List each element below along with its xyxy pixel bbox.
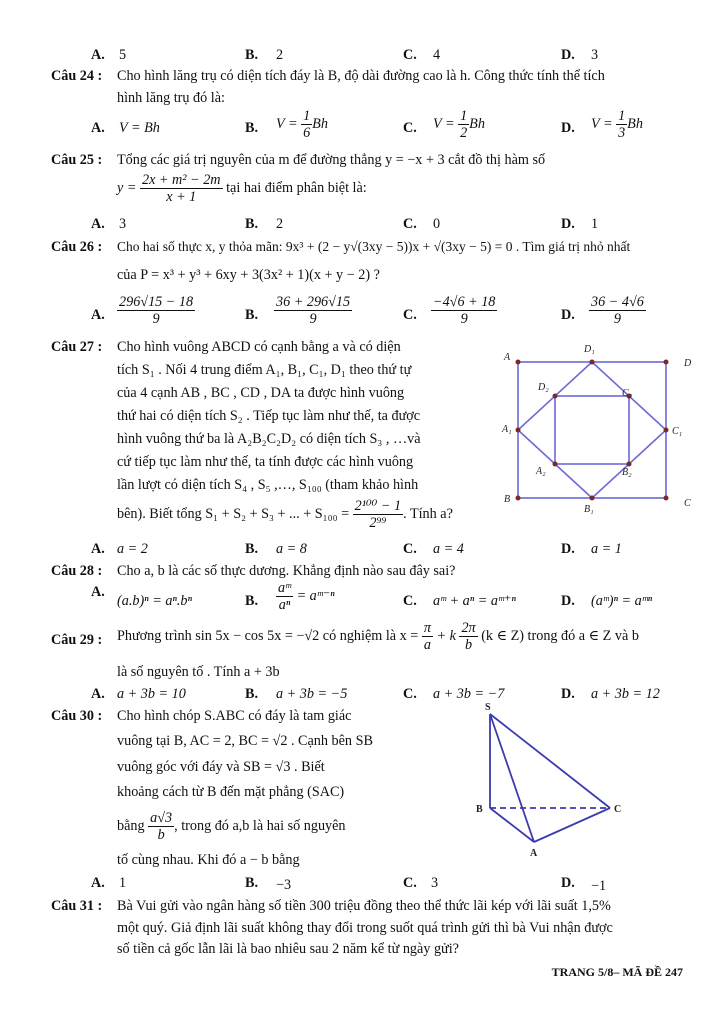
q26-b-num: 36 + 296√15 <box>276 294 351 310</box>
q28-opt-c-label: C. <box>403 593 417 609</box>
q30-line-6: tố cùng nhau. Khi đó a − b bằng <box>117 852 300 868</box>
q24-opt-b-label: B. <box>245 120 259 136</box>
q30-opt-d-label: D. <box>561 875 575 891</box>
q27-opt-d-label: D. <box>561 541 575 557</box>
q30-f-num: a√3 <box>150 810 173 826</box>
q28-opt-b <box>276 580 335 614</box>
q27-label-A1: A₁ <box>502 424 512 435</box>
q30-opt-b: −3 <box>276 877 292 893</box>
q30-label-B: B <box>476 804 483 815</box>
q28-line-1: Cho a, b là các số thực dương. Khẳng định nào sau đây sai? <box>117 563 456 579</box>
q23-opt-b-label: B. <box>245 47 259 63</box>
q26-opt-b-label: B. <box>245 307 259 323</box>
q30-opt-d: −1 <box>591 878 607 894</box>
q24-opt-d-label: D. <box>561 120 575 136</box>
q24-b-den: 6 <box>303 125 311 142</box>
q29-opt-d-label: D. <box>561 686 575 702</box>
q27-last-pre: bên). Biết tổng S₁ + S₂ + S₃ + ... + S₁₀₀ = <box>117 506 350 523</box>
q27-label-D2: D₂ <box>538 382 549 393</box>
q23-opt-c: 4 <box>433 47 441 63</box>
q25-after: tại hai điểm phân biệt là: <box>226 180 367 197</box>
q31-line-2: một quý. Giả định lãi suất không thay đổi trong suốt quá trình gửi thì bà Vui nhận được <box>117 920 613 936</box>
q28-opt-d: (aᵐ)ⁿ = aᵐⁿ <box>591 593 653 609</box>
q24-c-lhs: V = <box>433 116 455 133</box>
q27-last-post: . Tính a? <box>403 506 453 523</box>
q26-d-den: 9 <box>613 311 621 328</box>
q27-label-A: A <box>504 352 511 363</box>
q24-d-rhs: Bh <box>627 116 643 133</box>
q31-line-1: Bà Vui gửi vào ngân hàng số tiền 300 triệu đồng theo thể thức lãi kép với lãi suất 1,5% <box>117 898 611 914</box>
q27-label-B2: B₂ <box>622 467 632 478</box>
q30-label-C: C <box>614 804 622 815</box>
q26-line-2: của P = x³ + y³ + 6xy + 3(3x² + 1)(x + y − 2) ? <box>117 267 380 283</box>
q27-label-C2: C₂ <box>622 388 633 399</box>
q24-b-lhs: V = <box>276 116 298 133</box>
q26-c-den: 9 <box>460 311 468 328</box>
q26-line-1: Cho hai số thực x, y thỏa mãn: 9x³ + (2 − y√(3xy − 5))x + √(3xy − 5) = 0 . Tìm giá trị nhỏ nhất <box>117 239 631 254</box>
q30-f-den: b <box>157 827 165 844</box>
q30-label-S: S <box>485 702 491 713</box>
q27-line-5: hình vuông thứ ba là A₂B₂C₂D₂ có diện tích S₃ , …và <box>117 431 421 447</box>
q27-label-C1: C₁ <box>672 426 683 437</box>
q27-square-figure <box>498 340 692 515</box>
q26-opt-a-label: A. <box>91 307 105 323</box>
q24-opt-a-label: A. <box>91 120 105 136</box>
q25-frac-num: 2x + m² − 2m <box>141 172 221 188</box>
q27-last-num: 2¹⁰⁰ − 1 <box>354 498 402 514</box>
q27-label-D1: D₁ <box>584 344 595 355</box>
q30-line-3: vuông góc với đáy và SB = √3 . Biết <box>117 759 325 775</box>
q27-opt-c: a = 4 <box>433 541 464 557</box>
q27-label-D: D <box>684 358 692 369</box>
q29-opt-b: a + 3b = −5 <box>276 686 348 702</box>
q23-opt-c-label: C. <box>403 47 417 63</box>
q28-opt-d-label: D. <box>561 593 575 609</box>
q27-line-1: Cho hình vuông ABCD có cạnh bằng a và có diện <box>117 339 401 355</box>
q30-line-5 <box>117 810 346 844</box>
q29-pre: Phương trình sin 5x − cos 5x = −√2 có nghiệm là x = <box>117 628 419 645</box>
q30-opt-c-label: C. <box>403 875 417 891</box>
q29-post: (k ∈ Z) trong đó a ∈ Z và b <box>481 628 639 645</box>
q24-opt-c <box>433 108 485 142</box>
q23-opt-d: 3 <box>591 47 599 63</box>
q29-opt-b-label: B. <box>245 686 259 702</box>
q30-opt-c: 3 <box>431 875 439 891</box>
q29-opt-c: a + 3b = −7 <box>433 686 505 702</box>
q27-opt-a: a = 2 <box>117 541 148 557</box>
q24-d-lhs: V = <box>591 116 613 133</box>
q27-label-A2: A₂ <box>536 466 546 477</box>
q27-line-6: cứ tiếp tục làm như thế, ta tính được các hình vuông <box>117 454 414 470</box>
q30-pyramid-figure <box>470 700 640 865</box>
q24-b-rhs: Bh <box>312 116 328 133</box>
q27-opt-b-label: B. <box>245 541 259 557</box>
q28-opt-b-label: B. <box>245 593 259 609</box>
q25-opt-c-label: C. <box>403 216 417 232</box>
q27-last-den: 2⁹⁹ <box>369 515 387 532</box>
q26-opt-a <box>117 294 195 328</box>
q29-opt-a-label: A. <box>91 686 105 702</box>
q28-b-den: aⁿ <box>278 597 291 614</box>
q27-opt-d: a = 1 <box>591 541 622 557</box>
q30-opt-a: 1 <box>119 875 127 891</box>
q29-f2-num: 2π <box>461 620 476 636</box>
q29-f1-num: π <box>423 620 431 636</box>
q26-opt-b <box>274 294 352 328</box>
q27-line-8 <box>117 498 453 532</box>
q29-opt-a: a + 3b = 10 <box>117 686 186 702</box>
q26-opt-d-label: D. <box>561 307 575 323</box>
q27-opt-a-label: A. <box>91 541 105 557</box>
q30-label-A: A <box>530 848 538 859</box>
q23-opt-b: 2 <box>276 47 284 63</box>
q24-line-1: Cho hình lăng trụ có diện tích đáy là B, độ dài đường cao là h. Công thức tính thể tích <box>117 68 605 84</box>
q29-opt-c-label: C. <box>403 686 417 702</box>
q24-d-num: 1 <box>618 108 626 124</box>
q29-mid: + k <box>436 628 456 645</box>
q26-opt-d <box>589 294 646 328</box>
q24-opt-a: V = Bh <box>119 120 160 136</box>
q27-label-B1: B₁ <box>584 504 594 515</box>
q26-label: Câu 26 : <box>51 239 103 255</box>
q27-opt-c-label: C. <box>403 541 417 557</box>
q26-opt-c <box>431 294 497 328</box>
q30-line-1: Cho hình chóp S.ABC có đáy là tam giác <box>117 708 352 724</box>
q23-opt-a: 5 <box>119 47 127 63</box>
q27-label-C: C <box>684 498 691 509</box>
q26-a-den: 9 <box>152 311 160 328</box>
q27-line-3: của 4 cạnh AB , BC , CD , DA ta được hình vuông <box>117 385 405 401</box>
q24-d-den: 3 <box>618 125 626 142</box>
q29-line-2: là số nguyên tố . Tính a + 3b <box>117 664 280 680</box>
q28-b-rhs: = aᵐ⁻ⁿ <box>296 588 335 605</box>
q25-line-1: Tổng các giá trị nguyên của m để đường thẳng y = −x + 3 cắt đồ thị hàm số <box>117 152 546 168</box>
q25-opt-b: 2 <box>276 216 284 232</box>
q28-b-num: aᵐ <box>278 580 292 596</box>
q24-b-num: 1 <box>303 108 311 124</box>
q25-y-eq: y = <box>117 180 137 197</box>
q25-opt-b-label: B. <box>245 216 259 232</box>
q26-a-num: 296√15 − 18 <box>119 294 194 310</box>
q27-label-B: B <box>504 494 511 505</box>
q24-c-num: 1 <box>460 108 468 124</box>
q29-f1-den: a <box>423 637 431 654</box>
q27-label: Câu 27 : <box>51 339 103 355</box>
q24-c-rhs: Bh <box>469 116 485 133</box>
q29-opt-d: a + 3b = 12 <box>591 686 660 702</box>
q27-line-2: tích S₁ . Nối 4 trung điểm A₁, B₁, C₁, D₁ theo thứ tự <box>117 362 412 378</box>
q30-edge-SA <box>490 714 534 842</box>
q27-line-4: thứ hai có diện tích S₂ . Tiếp tục làm như thế, ta được <box>117 408 421 424</box>
q28-opt-a-label: A. <box>91 584 105 600</box>
q28-opt-c: aᵐ + aⁿ = aᵐ⁺ⁿ <box>433 593 516 609</box>
q27-opt-b: a = 8 <box>276 541 307 557</box>
q30-opt-b-label: B. <box>245 875 259 891</box>
q30-after: , trong đó a,b là hai số nguyên <box>174 818 346 835</box>
q31-line-3: số tiền cả gốc lẫn lãi là bao nhiêu sau 2 năm kể từ ngày gửi? <box>117 941 459 957</box>
q26-opt-c-label: C. <box>403 307 417 323</box>
q25-opt-c: 0 <box>433 216 441 232</box>
page-footer: TRANG 5/8– MÃ ĐỀ 247 <box>551 965 683 979</box>
q24-opt-b <box>276 108 328 142</box>
q29-f2-den: b <box>465 637 473 654</box>
q25-line-2 <box>117 172 367 206</box>
q28-opt-a: (a.b)ⁿ = aⁿ.bⁿ <box>117 593 192 609</box>
q30-opt-a-label: A. <box>91 875 105 891</box>
q29-line-1 <box>117 620 639 654</box>
q24-line-2: hình lăng trụ đó là: <box>117 90 225 106</box>
q31-label: Câu 31 : <box>51 898 103 914</box>
q26-b-den: 9 <box>309 311 317 328</box>
q23-opt-d-label: D. <box>561 47 575 63</box>
q27-third-square <box>555 396 629 464</box>
q30-edge-SC <box>490 714 610 808</box>
q24-opt-d <box>591 108 643 142</box>
q26-d-num: 36 − 4√6 <box>591 294 644 310</box>
q25-opt-d: 1 <box>591 216 599 232</box>
q30-line-2: vuông tại B, AC = 2, BC = √2 . Cạnh bên SB <box>117 733 373 749</box>
q25-opt-d-label: D. <box>561 216 575 232</box>
q25-opt-a: 3 <box>119 216 127 232</box>
q25-opt-a-label: A. <box>91 216 105 232</box>
q30-bang: bằng <box>117 818 145 835</box>
q29-label: Câu 29 : <box>51 632 103 648</box>
q30-line-4: khoảng cách từ B đến mặt phẳng (SAC) <box>117 784 345 800</box>
q24-opt-c-label: C. <box>403 120 417 136</box>
q26-c-num: −4√6 + 18 <box>433 294 496 310</box>
q24-label: Câu 24 : <box>51 68 103 84</box>
q24-c-den: 2 <box>460 125 468 142</box>
q25-frac-den: x + 1 <box>166 189 197 206</box>
q23-opt-a-label: A. <box>91 47 105 63</box>
q27-line-7: lần lượt có diện tích S₄ , S₅ ,…, S₁₀₀ (tham khảo hình <box>117 477 419 493</box>
q25-label: Câu 25 : <box>51 152 103 168</box>
q30-label: Câu 30 : <box>51 708 103 724</box>
q28-label: Câu 28 : <box>51 563 103 579</box>
q30-edge-AC <box>534 808 610 842</box>
